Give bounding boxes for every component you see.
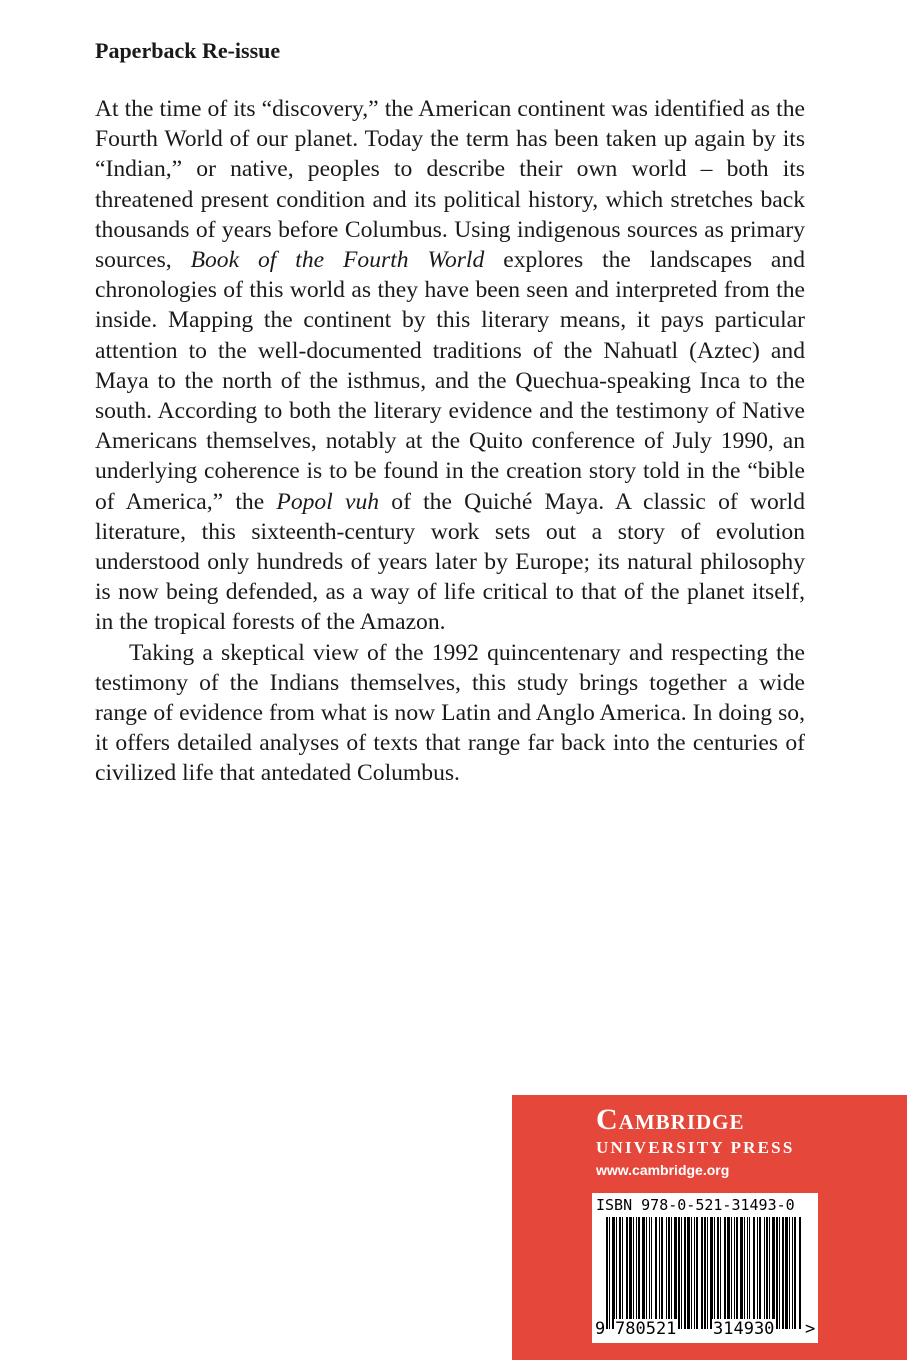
isbn-label: ISBN 978-0-521-31493-0	[596, 1196, 795, 1214]
cover-heading: Paperback Re-issue	[95, 38, 281, 63]
book-title: Book of the Fourth World	[190, 247, 485, 274]
ean-end-mark: >	[805, 1319, 816, 1339]
ean-lead-digit: 9	[595, 1319, 606, 1339]
paragraph-1-part-c: of the Quiché Maya. A classic of world literature, this sixteenth-century work sets out a story of evolution understood only hundreds of years later by Europe; its natural philosophy is now being defended, as a way of life critical to that of the planet itself, in the tropical forests of the Amazon.	[95, 488, 805, 636]
publisher-name: Cambridge	[596, 1103, 745, 1136]
blurb-paragraph	[95, 94, 805, 638]
work-title: Popol vuh	[276, 488, 380, 515]
barcode-box	[592, 1193, 818, 1343]
barcode-icon	[606, 1217, 806, 1329]
publisher-website: www.cambridge.org	[596, 1162, 730, 1178]
paragraph-1-part-a: At the time of its “discovery,” the American continent was identified as the Fourth World of our planet. Today the term has been taken up again by its “Indian,” or native, peoples to describe their own world – both its threatened present condition and its political history, which stretches back thousands of years before Columbus. Using indigenous sources as primary sources,	[95, 96, 805, 274]
publisher-badge	[512, 1095, 907, 1360]
blurb-text	[95, 94, 805, 789]
ean-right-digits: 314930	[713, 1319, 775, 1339]
publisher-press: UNIVERSITY PRESS	[596, 1138, 795, 1157]
ean-left-digits: 780521	[615, 1319, 677, 1339]
paragraph-1-part-b: explores the landscapes and chronologies of this world as they have been seen and interpreted from the inside. Mapping the continent by this literary means, it pays particular attention to the well-documented traditions of the Nahuatl (Aztec) and Maya to the north of the isthmus, and the Quechua-speaking Inca to the south. According to both the literary evidence and the testimony of Native Americans themselves, notably at the Quito conference of July 1990, an underlying coherence is to be found in the creation story told in the “bible of America,” the	[95, 247, 805, 515]
blurb-paragraph-2: Taking a skeptical view of the 1992 quincentenary and respecting the testimony of the Indians themselves, this study brings together a wide range of evidence from what is now Latin and Anglo America. In doing so, it offers detailed analyses of texts that range far back into the centuries of civilized life that antedated Columbus.	[95, 639, 805, 787]
